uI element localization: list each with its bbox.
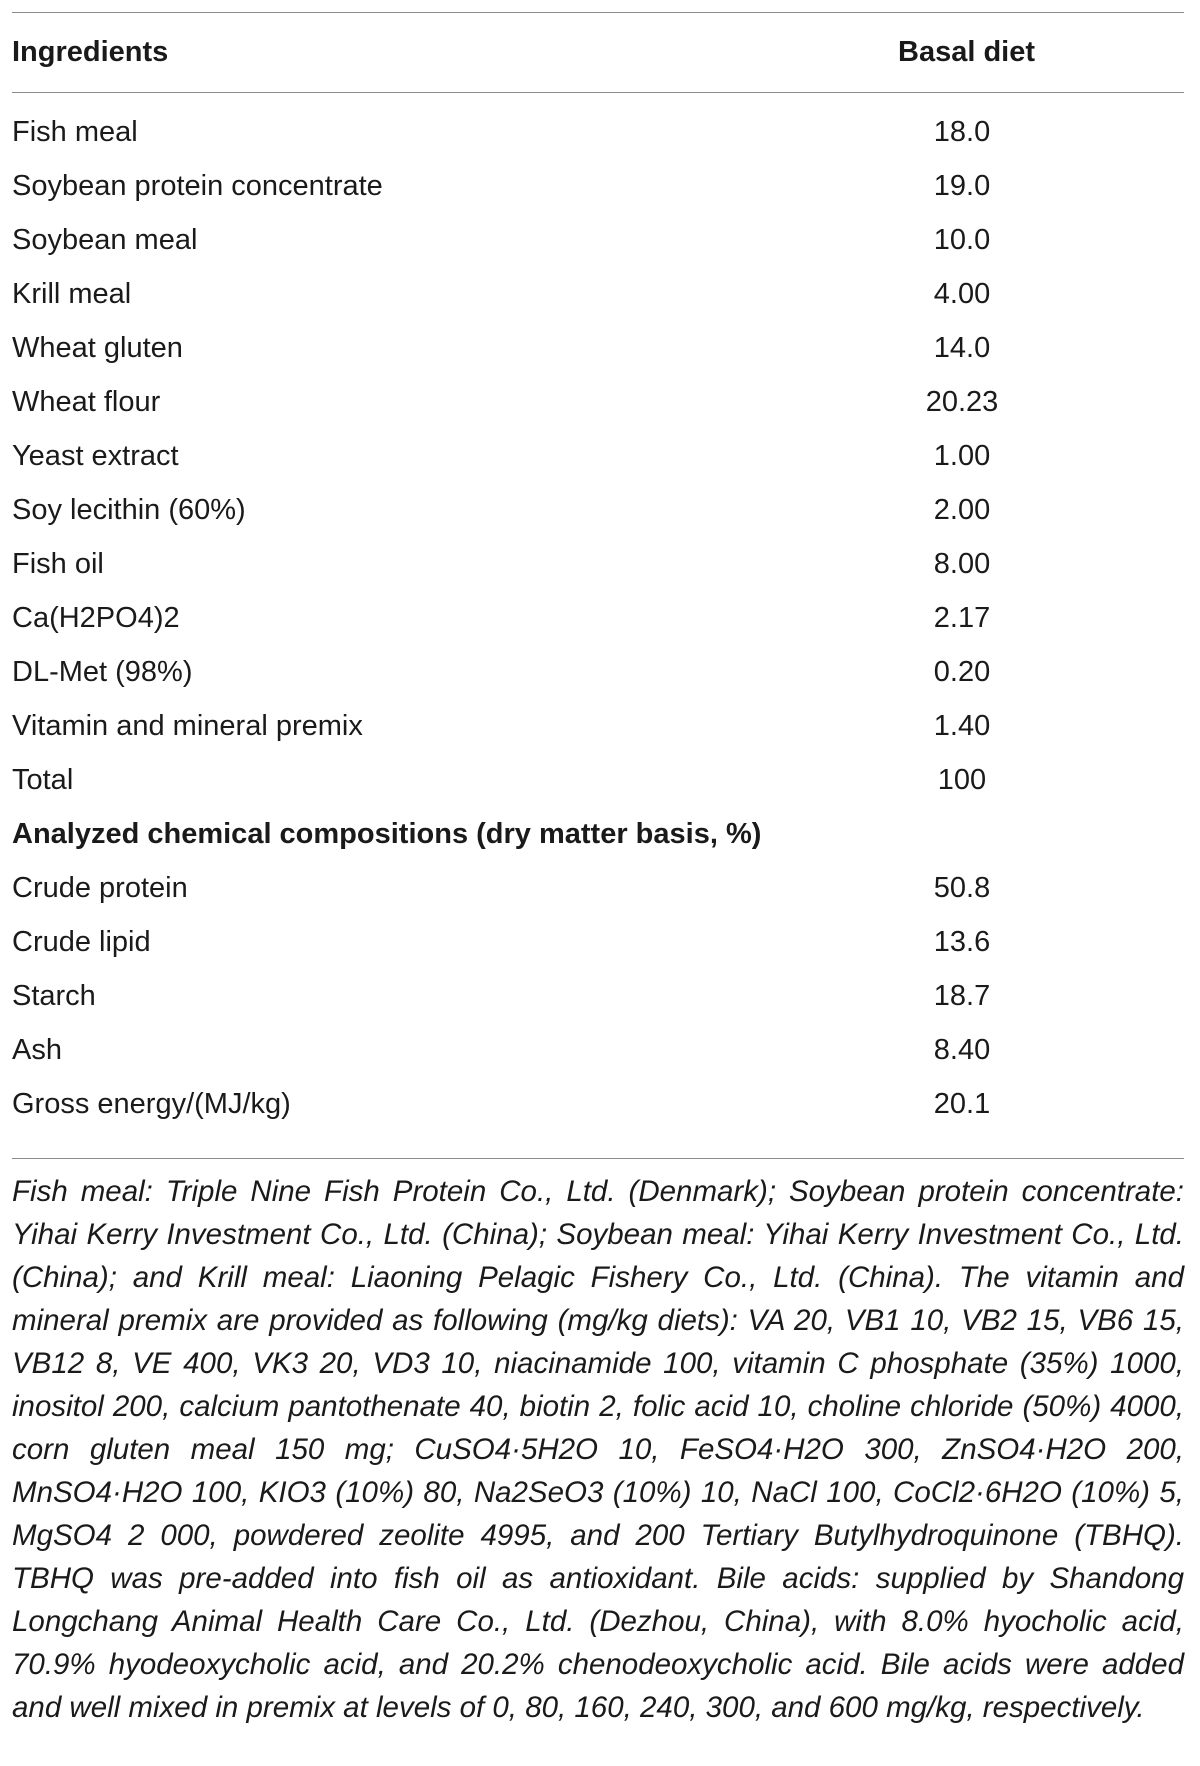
row-label: Starch: [12, 980, 96, 1012]
table-header-row: [12, 12, 1184, 92]
row-label: Soybean meal: [12, 224, 198, 256]
table-row: [12, 538, 1184, 592]
table-bottom-rule: [12, 1158, 1184, 1159]
row-value: 2.17: [933, 602, 991, 634]
row-label: Soybean protein concentrate: [12, 170, 383, 202]
row-label: Fish meal: [12, 116, 138, 148]
table-row: [12, 376, 1184, 430]
row-value: 1.40: [933, 710, 991, 742]
table-row: [12, 862, 1184, 916]
row-value: 8.00: [933, 548, 991, 580]
row-label: Gross energy/(MJ/kg): [12, 1088, 291, 1120]
table-row: [12, 754, 1184, 808]
section-heading: Analyzed chemical compositions (dry matter basis, %): [12, 818, 762, 850]
row-value: 2.00: [933, 494, 991, 526]
row-value: 14.0: [933, 332, 991, 364]
row-label: Crude protein: [12, 872, 188, 904]
table-row: [12, 160, 1184, 214]
table-row: [12, 484, 1184, 538]
row-value: 8.40: [933, 1034, 991, 1066]
header-ingredients: Ingredients: [12, 36, 169, 68]
row-value: 10.0: [933, 224, 991, 256]
header-basal-diet: Basal diet: [898, 36, 1035, 68]
table-row: [12, 1024, 1184, 1078]
table-row: [12, 970, 1184, 1024]
row-value: 18.0: [933, 116, 991, 148]
table-body: [12, 106, 1184, 1132]
table-header-rule: [12, 92, 1184, 93]
table-footnote: [12, 1170, 1184, 1729]
table-row: [12, 214, 1184, 268]
row-value: 0.20: [933, 656, 991, 688]
row-label: Total: [12, 764, 74, 796]
table-row: [12, 700, 1184, 754]
table-section-heading-row: [12, 808, 1184, 862]
row-value: 19.0: [933, 170, 991, 202]
row-label: Krill meal: [12, 278, 132, 310]
table-row: [12, 106, 1184, 160]
table-row: [12, 592, 1184, 646]
row-value: 13.6: [933, 926, 991, 958]
row-label: Ash: [12, 1034, 62, 1066]
row-value: 20.23: [925, 386, 999, 418]
row-value: 18.7: [933, 980, 991, 1012]
row-label: DL-Met (98%): [12, 656, 193, 688]
row-label: Wheat flour: [12, 386, 161, 418]
row-label: Crude lipid: [12, 926, 151, 958]
table-row: [12, 646, 1184, 700]
row-value: 20.1: [933, 1088, 991, 1120]
row-label: Yeast extract: [12, 440, 179, 472]
table-row: [12, 1078, 1184, 1132]
row-label: Ca(H2PO4)2: [12, 602, 180, 634]
row-label: Soy lecithin (60%): [12, 494, 246, 526]
row-value: 50.8: [933, 872, 991, 904]
table-row: [12, 430, 1184, 484]
table-row: [12, 322, 1184, 376]
row-value: 1.00: [933, 440, 991, 472]
row-label: Fish oil: [12, 548, 104, 580]
row-value: 4.00: [933, 278, 991, 310]
table-row: [12, 916, 1184, 970]
table-row: [12, 268, 1184, 322]
footnote-text: Fish meal: Triple Nine Fish Protein Co., Ltd. (Denmark); Soybean protein concentrate: Yihai Kerry Investment Co., Ltd. (China); Soybean meal: Yihai Kerry Investment Co., Ltd. (China); and Krill meal: Liaoning Pelagic Fishery Co., Ltd. (China). The vitamin and mineral premix are provided as following (mg/kg diets): VA 20, VB1 10, VB2 15, VB6 15, VB12 8, VE 400, VK3 20, VD3 10, niacinamide 100, vitamin C phosphate (35%) 1000, inositol 200, calcium pantothenate 40, biotin 2, folic acid 10, choline chloride (50%) 4000, corn gluten meal 150 mg; CuSO4·5H2O 10, FeSO4·H2O 300, ZnSO4·H2O 200, MnSO4·H2O 100, KIO3 (10%) 80, Na2SeO3 (10%) 10, NaCl 100, CoCl2·6H2O (10%) 5, MgSO4 2 000, powdered zeolite 4995, and 200 Tertiary Butylhydroquinone (TBHQ). TBHQ was pre-added into fish oil as antioxidant. Bile acids: supplied by Shandong Longchang Animal Health Care Co., Ltd. (Dezhou, China), with 8.0% hyocholic acid, 70.9% hyodeoxycholic acid, and 20.2% chenodeoxycholic acid. Bile acids were added and well mixed in premix at levels of 0, 80, 160, 240, 300, and 600 mg/kg, respectively.: [12, 1175, 1184, 1724]
row-value: 100: [937, 764, 987, 796]
row-label: Wheat gluten: [12, 332, 183, 364]
row-label: Vitamin and mineral premix: [12, 710, 363, 742]
